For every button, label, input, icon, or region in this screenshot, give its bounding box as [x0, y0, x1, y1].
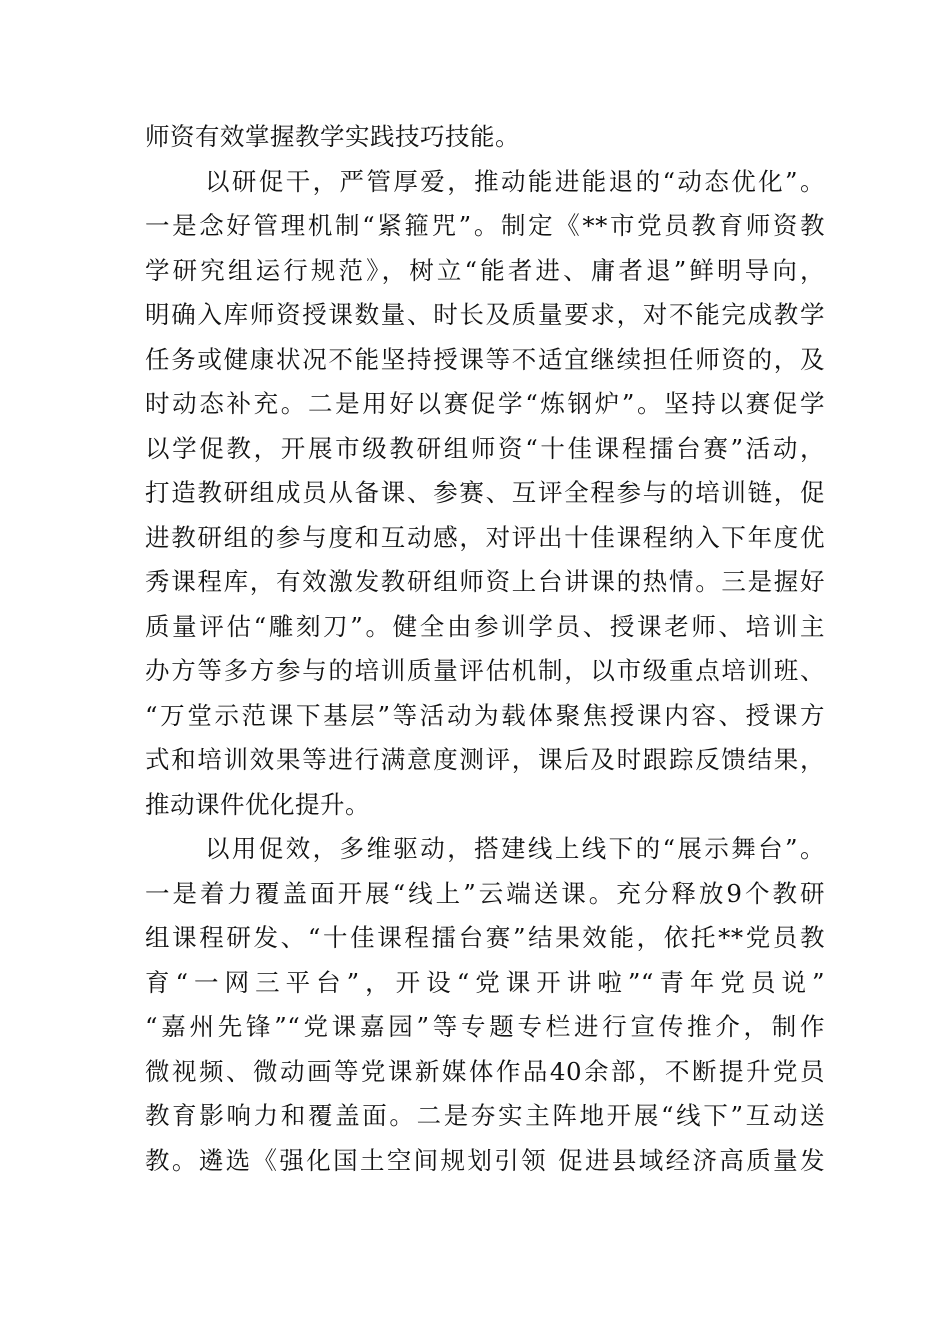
text-line: 一是念好管理机制“紧箍咒”。制定《**市党员教育师资教	[145, 211, 825, 240]
text-line: 教。遴选《强化国土空间规划引领 促进县域经济高质量发	[145, 1145, 825, 1175]
text-line: 师资有效掌握教学实践技巧技能。	[145, 122, 520, 151]
text-line: 办方等多方参与的培训质量评估机制，以市级重点培训班、	[145, 656, 825, 685]
text-line: 打造教研组成员从备课、参赛、互评全程参与的培训链，促	[145, 478, 825, 507]
text-line: “万堂示范课下基层”等活动为载体聚焦授课内容、授课方	[145, 700, 825, 730]
text-line: 以学促教，开展市级教研组师资“十佳课程擂台赛”活动，	[145, 433, 825, 463]
body-text	[145, 115, 825, 1183]
text-line: 微视频、微动画等党课新媒体作品40余部，不断提升党员	[145, 1056, 825, 1086]
text-line: 任务或健康状况不能坚持授课等不适宜继续担任师资的，及	[145, 344, 825, 374]
text-line: 组课程研发、“十佳课程擂台赛”结果效能，依托**党员教	[145, 923, 825, 952]
text-line: 以研促干，严管厚爱，推动能进能退的“动态优化”。	[205, 166, 825, 196]
text-line: 秀课程库，有效激发教研组师资上台讲课的热情。三是握好	[145, 567, 825, 596]
text-line: 推动课件优化提升。	[145, 789, 370, 819]
text-line: 进教研组的参与度和互动感，对评出十佳课程纳入下年度优	[145, 522, 825, 552]
text-line: 学研究组运行规范》，树立“能者进、庸者退”鲜明导向，	[145, 255, 825, 285]
text-line: 式和培训效果等进行满意度测评，课后及时跟踪反馈结果，	[145, 745, 825, 774]
text-line: 时动态补充。二是用好以赛促学“炼钢炉”。坚持以赛促学	[145, 389, 825, 418]
text-line: 育“一网三平台”，开设“党课开讲啦”“青年党员说”	[145, 967, 825, 997]
text-line: 教育影响力和覆盖面。二是夯实主阵地开展“线下”互动送	[145, 1101, 825, 1130]
text-line: 明确入库师资授课数量、时长及质量要求，对不能完成教学	[145, 300, 825, 329]
text-line: 一是着力覆盖面开展“线上”云端送课。充分释放9个教研	[145, 878, 825, 908]
text-line: 质量评估“雕刻刀”。健全由参训学员、授课老师、培训主	[145, 611, 825, 641]
text-line: 以用促效，多维驱动，搭建线上线下的“展示舞台”。	[205, 834, 825, 863]
text-line: “嘉州先锋”“党课嘉园”等专题专栏进行宣传推介，制作	[145, 1012, 825, 1041]
